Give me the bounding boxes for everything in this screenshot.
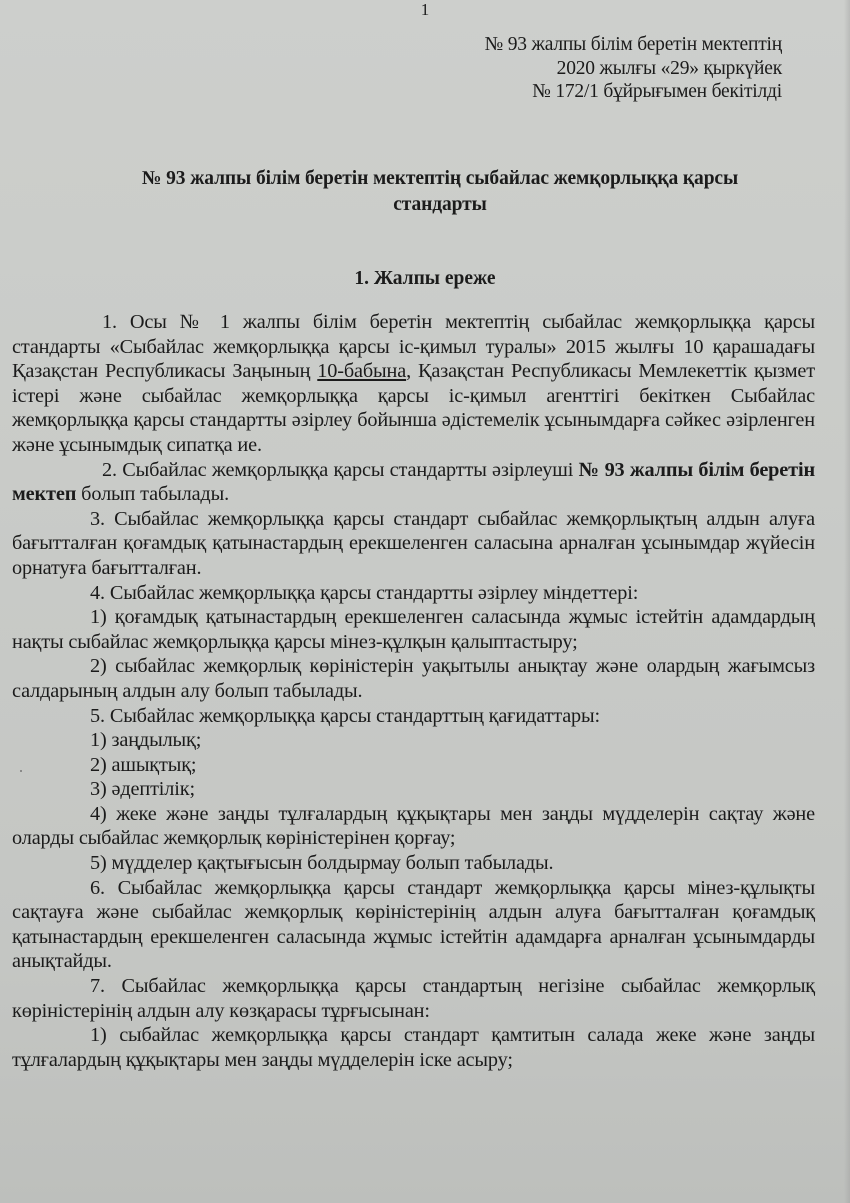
approval-line-order: № 172/1 бұйрығымен бекітілді [532,81,782,102]
principle-item-2: 2) ашықтық; [90,753,197,776]
paragraph-7: 7. Сыбайлас жемқорлыққа қарсы стандартың негізіне сыбайлас жемқорлық көріністерінің алдын алу көзқарасы тұрғысынан: [12,975,815,1022]
approval-line-date: 2020 жылғы «29» қыркүйек [556,57,782,79]
paragraph-2 [12,458,815,507]
developer-school-name: № 93 жалпы білім беретін мектеп [12,458,815,506]
paragraph-6: 6. Сыбайлас жемқорлыққа қарсы стандарт жемқорлыққа қарсы мінез-құлықты сақтауға және сыбайлас жемқорлық көріністерінің алдын алуға бағытталған қоғамдық қатынастардың ерекшеленген саласында жұмыс істейтін адамдарға арналған ұсынымдарды анықтайды. [12,876,815,973]
paragraph-2-text-a: 2. Сыбайлас жемқорлыққа қарсы стандартты әзірлеуші [102,458,579,481]
paragraph-2-text-b: болып табылады. [76,483,229,506]
principle-item-1: 1) заңдылық; [90,729,202,752]
page-number: 1 [420,0,430,19]
principle-item-5: 5) мүдделер қақтығысын болдырмау болып табылады. [90,852,554,875]
document-title-line-1: № 93 жалпы білім беретін мектептің сыбайлас жемқорлыққа қарсы [141,168,739,189]
section-heading: 1. Жалпы ереже [354,268,496,289]
paragraph-4-item-2: 2) сыбайлас жемқорлық көріністерін уақытылы анықтау және олардың жағымсыз салдарының алдын алу болып табылады. [12,655,815,702]
paragraph-7-item-1: 1) сыбайлас жемқорлыққа қарсы стандарт қамтитын салада жеке және заңды тұлғалардың құқықтары мен заңды мүдделерін іске асыру; [12,1024,815,1071]
paragraph-1 [12,310,815,458]
law-article-link[interactable]: 10-бабына [317,360,407,383]
document-body [12,310,815,1072]
paragraph-4-item-1: 1) қоғамдық қатынастардың ерекшеленген саласында жұмыс істейтін адамдардың нақты сыбайлас жемқорлыққа қарсы мінез-құлқын қалыптастыру; [12,606,815,653]
principle-item-4: 4) жеке және заңды тұлғалардың құқықтары мен заңды мүдделерін сақтау және оларды сыбайлас жемқорлық көріністерінен қорғау; [12,802,815,850]
paragraph-1-text-b: , Қазақстан Республикасы Мемлекеттік қызмет істері және сыбайлас жемқорлыққа қарсы іс-қимыл агенттігі бекіткен Сыбайлас жемқорлыққа қарсы стандартты әзірлеу бойынша әдістемелік ұсынымдарға сәйкес әзірленген және ұсынымдық сипатқа ие. [12,360,815,456]
document-title [60,166,820,218]
paragraph-5: 5. Сыбайлас жемқорлыққа қарсы стандарттың қағидаттары: [90,704,601,727]
approval-line-school: № 93 жалпы білім беретін мектептің [484,34,782,55]
paragraph-1-text-a: 1. Осы № 1 жалпы білім беретін мектептің сыбайлас жемқорлыққа қарсы стандарты «Сыбайлас жемқорлыққа қарсы іс-қимыл туралы» 2015 жылғы 10 қарашадағы Қазақстан Республикасы Заңының [12,311,815,383]
paper-edge-shadow [844,0,850,1203]
paragraph-3: 3. Сыбайлас жемқорлыққа қарсы стандарт сыбайлас жемқорлықтың алдын алуға бағытталған қоғамдық қатынастардың ерекшеленген саласына арналған ұсынымдар жүйесін орнатуға бағытталған. [12,507,815,579]
principle-item-3: 3) әдептілік; [90,778,195,801]
approval-stamp [485,33,782,104]
document-title-line-2: стандарты [393,194,487,215]
paragraph-4: 4. Сыбайлас жемқорлыққа қарсы стандартты әзірлеу міндеттері: [90,581,639,604]
